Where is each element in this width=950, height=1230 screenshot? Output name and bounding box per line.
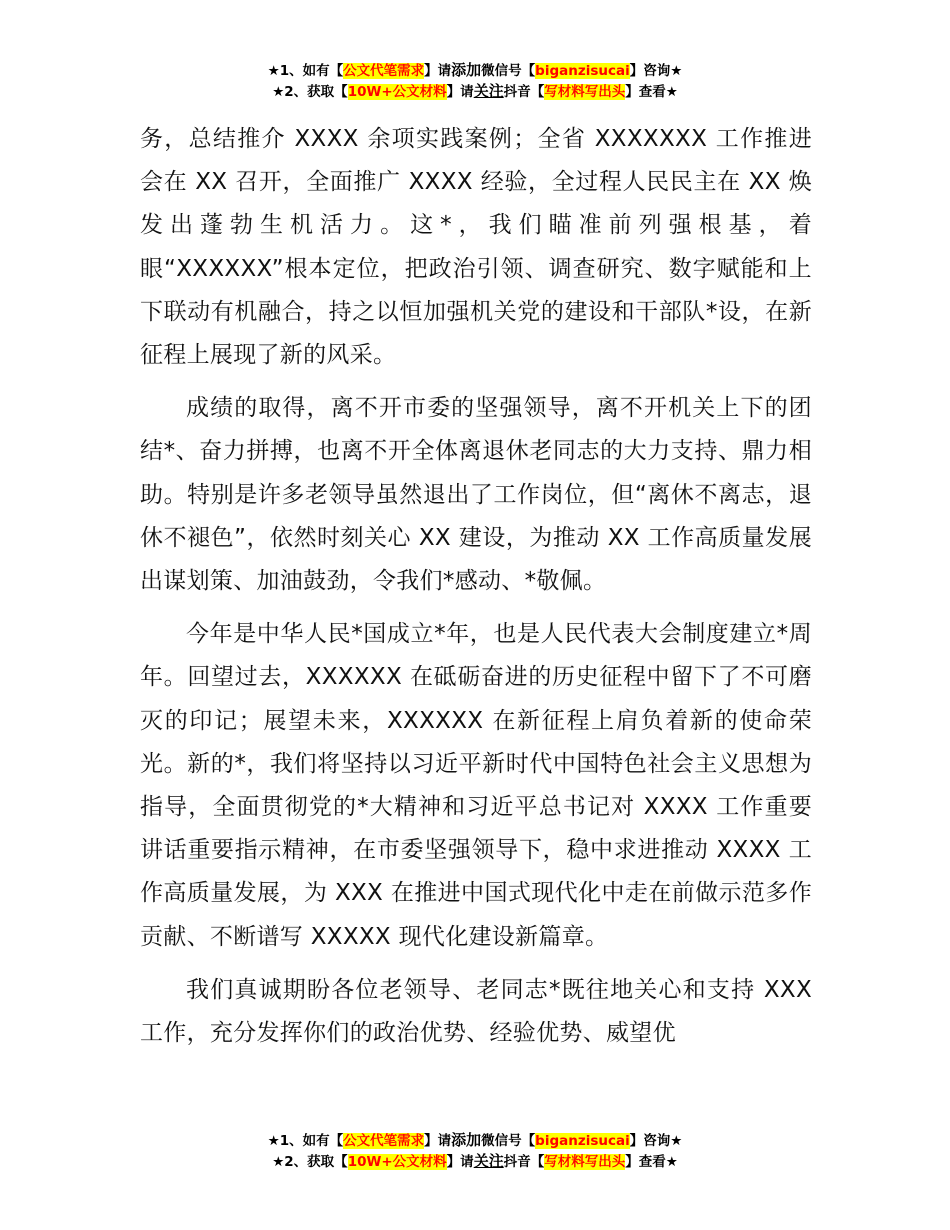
banner-highlight: 公文代笔需求 (343, 1133, 425, 1149)
banner-text: 】请 (424, 63, 452, 79)
banner-line-2 (0, 81, 950, 102)
document-body (140, 118, 812, 1055)
banner-text: 】咨询★ (629, 63, 683, 79)
banner-text: ★2、获取【 (272, 84, 348, 100)
header-banner (0, 60, 950, 102)
banner-highlight: biganzisucai (535, 63, 630, 79)
banner-text: 添加 (451, 61, 482, 79)
banner-highlight: 写材料写出头 (544, 1154, 626, 1170)
banner-highlight: 公文代笔需求 (343, 63, 425, 79)
banner-text: 微信号【 (481, 63, 536, 79)
banner-text: ★1、如有【 (267, 1133, 344, 1149)
paragraph-1: 务，总结推介 XXXX 余项实践案例；全省 XXXXXXX 工作推进会在 XX 召开，全面推广 XXXX 经验，全过程人民民主在 XX 焕发出蓬勃生机活力。这*，我们瞄准前列强根基，着眼“XXXXXX”根本定位，把政治引领、调查研究、数字赋能和上下联动有机融合，持之以恒加强机关党的建设和干部队*设，在新征程上展现了新的风采。 (140, 126, 812, 369)
banner-text: 】请 (446, 84, 474, 100)
banner-text: 抖音【 (503, 1154, 545, 1170)
paragraph-3: 今年是中华人民*国成立*年，也是人民代表大会制度建立*周年。回望过去，XXXXXX 在砥砺奋进的历史征程中留下了不可磨灭的印记；展望未来，XXXXXX 在新征程上肩负着新的使命荣光。新的*，我们将坚持以习近平新时代中国特色社会主义思想为指导，全面贯彻党的*大精神和习近平总书记对 XXXX 工作重要讲话重要指示精神，在市委坚强领导下，稳中求进推动 XXXX 工作高质量发展，为 XXX 在推进中国式现代化中走在前做示范多作贡献、不断谱写 XXXXX 现代化建设新篇章。 (140, 621, 812, 950)
banner-text: 关注 (473, 82, 504, 100)
paragraph-2: 成绩的取得，离不开市委的坚强领导，离不开机关上下的团结*、奋力拼搏，也离不开全体离退休老同志的大力支持、鼎力相助。特别是许多老领导虽然退出了工作岗位，但“离休不离志，退休不褪色”，依然时刻关心 XX 建设，为推动 XX 工作高质量发展出谋划策、加油鼓劲，令我们*感动、*敬佩。 (140, 395, 812, 595)
banner-text: 】咨询★ (629, 1133, 683, 1149)
banner-text: 】请 (424, 1133, 452, 1149)
banner-highlight: biganzisucai (535, 1133, 630, 1149)
banner-text: 】查看★ (625, 1154, 678, 1170)
banner-highlight: 10W+公文材料 (347, 84, 447, 100)
banner-text: ★2、获取【 (272, 1154, 348, 1170)
banner-text: 抖音【 (503, 84, 545, 100)
paragraph-4: 我们真诚期盼各位老领导、老同志*既往地关心和支持 XXX 工作，充分发挥你们的政治优势、经验优势、威望优 (140, 976, 812, 1047)
banner-text: 关注 (473, 1152, 504, 1170)
banner-text: 微信号【 (481, 1133, 536, 1149)
banner-line-1 (0, 1130, 950, 1151)
banner-line-2 (0, 1151, 950, 1172)
banner-text: 】请 (446, 1154, 474, 1170)
banner-text: 】查看★ (625, 84, 678, 100)
banner-text: 添加 (451, 1131, 482, 1149)
banner-line-1 (0, 60, 950, 81)
banner-highlight: 10W+公文材料 (347, 1154, 447, 1170)
footer-banner (0, 1130, 950, 1172)
banner-highlight: 写材料写出头 (544, 84, 626, 100)
banner-text: ★1、如有【 (267, 63, 344, 79)
